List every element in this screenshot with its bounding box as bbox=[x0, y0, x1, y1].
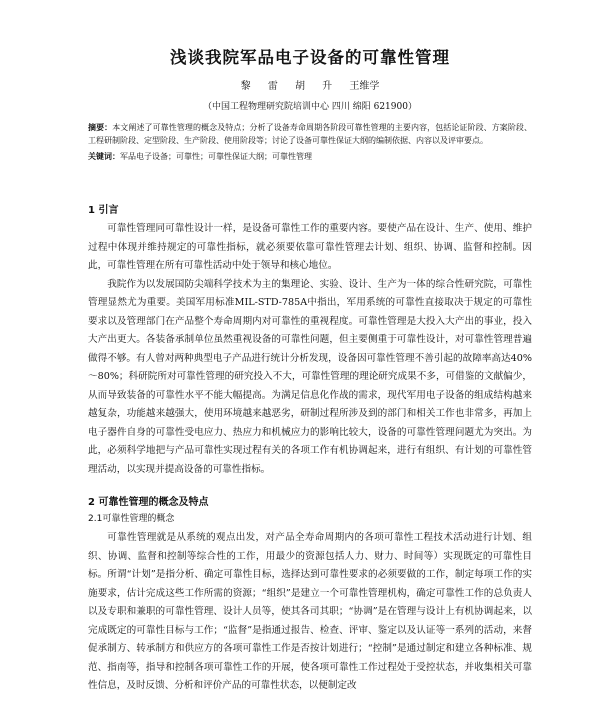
body-paragraph: 可靠性管理同可靠性设计一样，是设备可靠性工作的重要内容。要使产品在设计、生产、使用、维护过程中体现并维持规定的可靠性指标，就必须要依靠可靠性管理去计划、组织、协调、监督和控制。因此，可靠性管理在所有可靠性活动中处于领导和核心地位。 bbox=[88, 223, 532, 271]
abstract-text: 本文阐述了可靠性管理的概念及特点；分析了设备寿命周期各阶段可靠性管理的主要内容，包括论证阶段、方案阶段、工程研制阶段、定型阶段、生产阶段、使用阶段等；讨论了设备可靠性保证大纲的编制依据、内容以及评审要点。 bbox=[88, 123, 533, 145]
paper-authors: 黎 雷 胡 升 王维学 bbox=[240, 81, 380, 92]
body-paragraph: 我院作为以发展国防尖端科学技术为主的集理论、实验、设计、生产为一体的综合性研究院，可靠性管理显然尤为重要。美国军用标准MIL-STD-785A中指出，军用系统的可靠性直接取决于规定的可靠性要求以及管理部门在产品整个寿命周期内对可靠性的重视程度。可靠性管理是大投入大产出的事业，投入大产出更大。各装备承制单位虽然重视设备的可靠性问题，但主要侧重于可靠性设计，对可靠性管理普遍做得不够。有人曾对两种典型电子产品进行统计分析发现，设备因可靠性管理不善引起的故障率高达40%～80%；科研院所对可靠性管理的研究投入不大，可靠性管理的理论研究成果不多，可借鉴的文献偏少，从而导致装备的可靠性水平不能大幅提高。为满足信息化作战的需求，现代军用电子设备的组成结构越来越复杂，功能越来越强大，使用环境越来越恶劣，研制过程所涉及到的部门和相关工作也非常多，再加上电子器件自身的可靠性受电应力、热应力和机械应力的影响比较大，设备的可靠性管理问题尤为突出。为此，必须科学地把与产品可靠性实现过程有关的各项工作有机协调起来，进行有组织、有计划的可靠性管理活动，以实现并提高设备的可靠性指标。 bbox=[88, 278, 532, 475]
keywords-text: 军品电子设备；可靠性；可靠性保证大纲；可靠性管理 bbox=[120, 152, 312, 161]
keywords bbox=[88, 150, 532, 163]
abstract bbox=[88, 121, 532, 147]
section-heading-concept: 2 可靠性管理的概念及特点 bbox=[88, 497, 209, 508]
section-heading-introduction: 1 引言 bbox=[88, 205, 119, 216]
paper-title: 浅谈我院军品电子设备的可靠性管理 bbox=[170, 48, 450, 67]
abstract-label: 摘要： bbox=[88, 122, 113, 132]
body-paragraph: 可靠性管理就是从系统的观点出发，对产品全寿命周期内的各项可靠性工程技术活动进行计划、组织、协调、监督和控制等综合性的工作，用最少的资源包括人力、财力、时间等）实现既定的可靠性目标。所谓“计划”是指分析、确定可靠性目标，选择达到可靠性要求的必须要做的工作，制定每项工作的实施要求，估计完成这些工作所需的资源；“组织”是建立一个可靠性管理机构，确定可靠性工作的总负责人以及专职和兼职的可靠性管理、设计人员等，使其各司其职；“协调”是在管理与设计上有机协调起来，以完成既定的可靠性目标与工作；“监督”是指通过报告、检查、评审、鉴定以及认证等一系列的活动，来督促承制方、转承制方和供应方的各项可靠性工作是否按计划进行；“控制”是通过制定和建立各种标准、规范、指南等，指导和控制各项可靠性工作的开展，使各项可靠性工作过程处于受控状态，并收集相关可靠性信息，及时反馈、分析和评价产品的可靠性状态，以便制定改 bbox=[88, 532, 532, 691]
keywords-label: 关键词： bbox=[88, 151, 120, 161]
subsection-heading: 2.1可靠性管理的概念 bbox=[88, 514, 175, 524]
paper-affiliation: （中国工程物理研究院培训中心 四川 绵阳 621900） bbox=[203, 102, 417, 112]
